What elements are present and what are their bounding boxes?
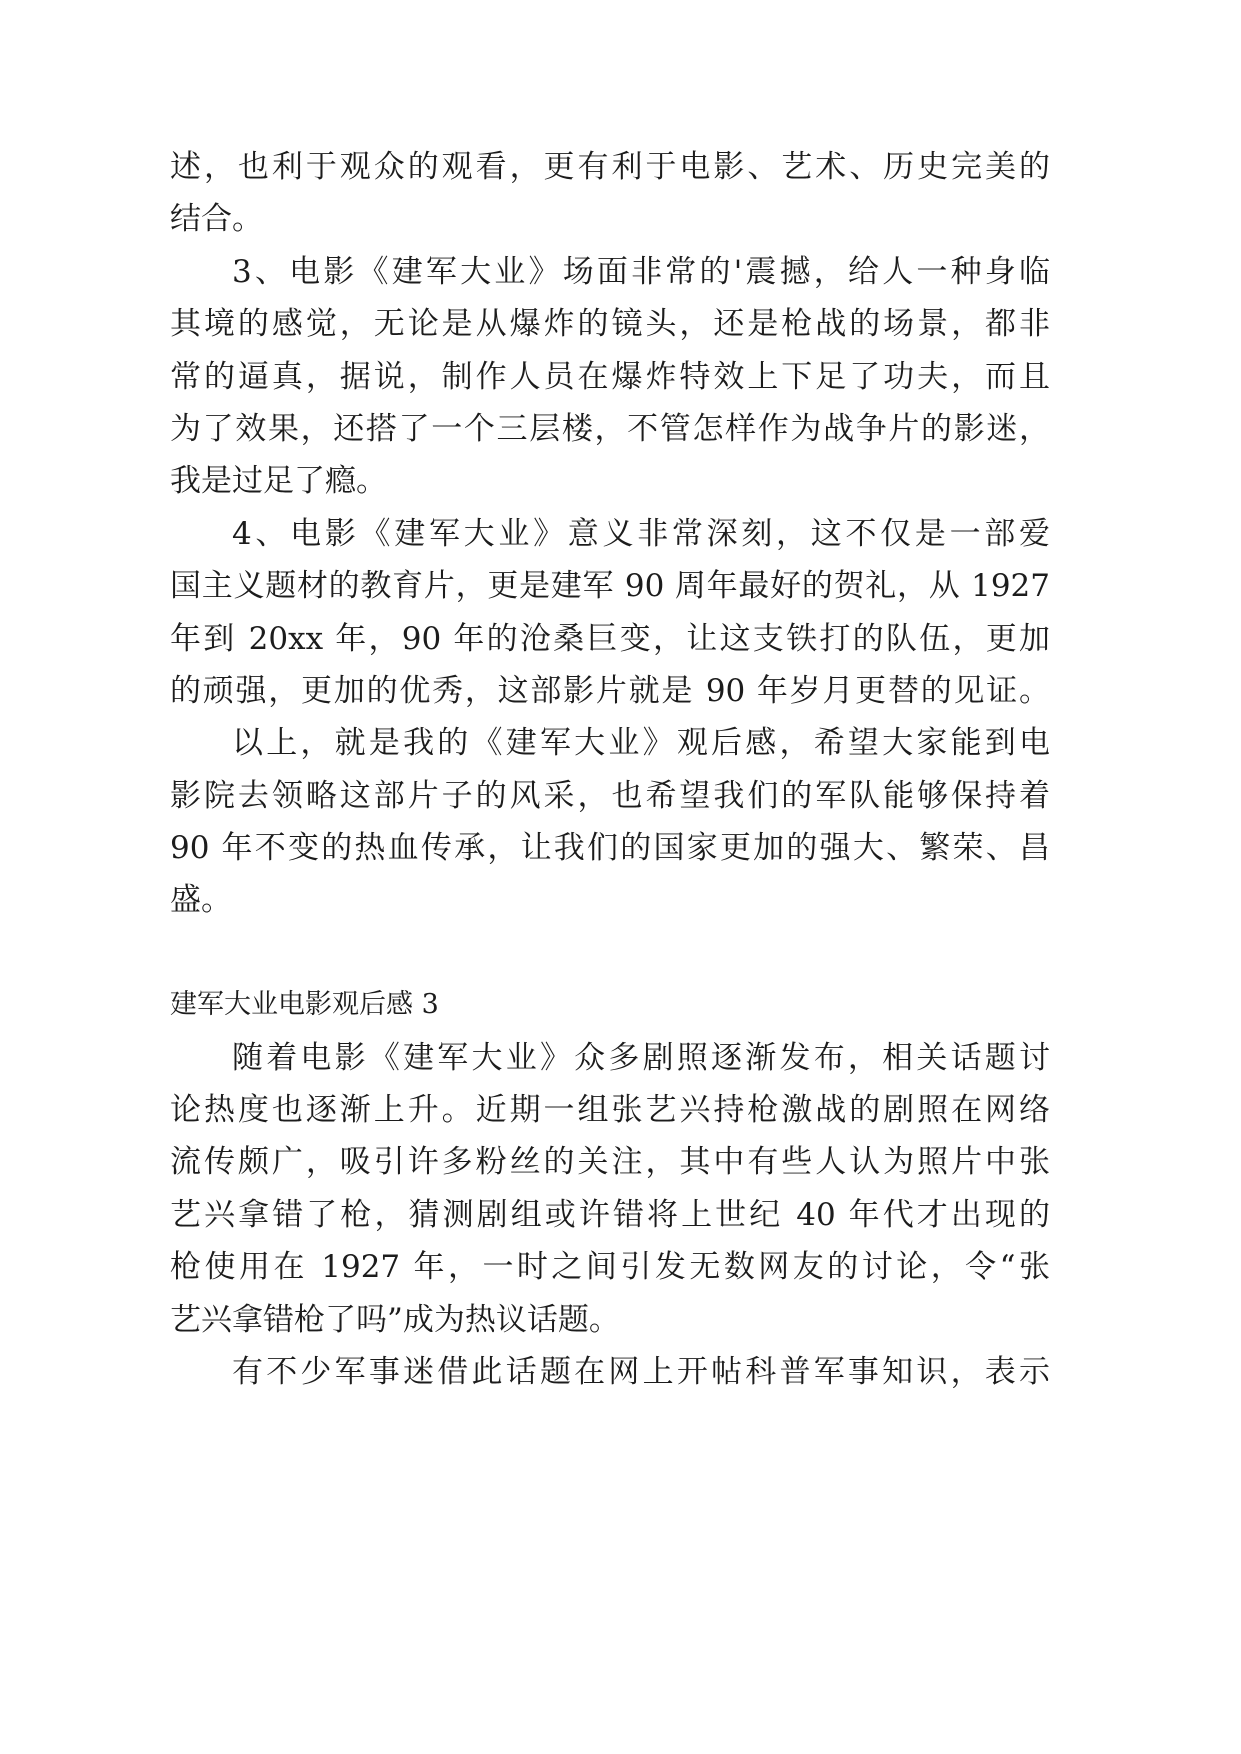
text-line: 常的逼真，据说，制作人员在爆炸特效上下足了功夫，而且 bbox=[170, 358, 1050, 395]
paragraph bbox=[170, 717, 1050, 927]
text-line: 论热度也逐渐上升。近期一组张艺兴持枪激战的剧照在网络 bbox=[170, 1092, 1050, 1129]
section-heading: 建军大业电影观后感 3 bbox=[170, 989, 439, 1021]
text-line: 随着电影《建军大业》众多剧照逐渐发布，相关话题讨 bbox=[232, 1039, 1050, 1076]
paragraph bbox=[170, 1346, 1050, 1398]
text-line: 3、电影《建军大业》场面非常的'震撼，给人一种身临 bbox=[232, 253, 1050, 290]
text-line: 影院去领略这部片子的风采，也希望我们的军队能够保持着 bbox=[170, 777, 1050, 814]
text-line: 4、电影《建军大业》意义非常深刻，这不仅是一部爱 bbox=[232, 515, 1050, 552]
text-line: 有不少军事迷借此话题在网上开帖科普军事知识，表示 bbox=[232, 1353, 1050, 1390]
paragraph bbox=[170, 508, 1050, 718]
text-line: 我是过足了瘾。 bbox=[170, 463, 387, 500]
text-line: 结合。 bbox=[170, 201, 263, 238]
text-line: 年到 20xx 年，90 年的沧桑巨变，让这支铁打的队伍，更加 bbox=[170, 620, 1050, 657]
text-line: 盛。 bbox=[170, 882, 232, 919]
paragraph bbox=[170, 141, 1050, 246]
text-line: 其境的感觉，无论是从爆炸的镜头，还是枪战的场景，都非 bbox=[170, 306, 1050, 343]
text-line: 述，也利于观众的观看，更有利于电影、艺术、历史完美的 bbox=[170, 149, 1050, 185]
text-line: 枪使用在 1927 年，一时之间引发无数网友的讨论，令“张 bbox=[170, 1249, 1050, 1286]
paragraph bbox=[170, 1032, 1050, 1346]
text-line: 90 年不变的热血传承，让我们的国家更加的强大、繁荣、昌 bbox=[170, 830, 1050, 867]
text-line: 以上，就是我的《建军大业》观后感，希望大家能到电 bbox=[232, 725, 1050, 762]
text-line: 国主义题材的教育片，更是建军 90 周年最好的贺礼，从 1927 bbox=[170, 568, 1050, 605]
paragraph bbox=[170, 246, 1050, 508]
text-line: 为了效果，还搭了一个三层楼，不管怎样作为战争片的影迷， bbox=[170, 410, 1050, 447]
text-line: 艺兴拿错了枪，猜测剧组或许错将上世纪 40 年代才出现的 bbox=[170, 1196, 1050, 1233]
document-body bbox=[170, 141, 1050, 1398]
text-line: 流传颇广，吸引许多粉丝的关注，其中有些人认为照片中张 bbox=[170, 1144, 1050, 1181]
text-line: 的顽强，更加的优秀，这部影片就是 90 年岁月更替的见证。 bbox=[170, 672, 1050, 709]
text-line: 艺兴拿错枪了吗”成为热议话题。 bbox=[170, 1301, 620, 1338]
